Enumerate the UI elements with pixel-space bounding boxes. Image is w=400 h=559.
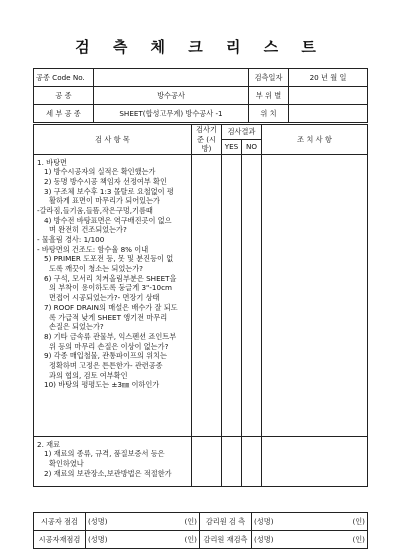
sign-seal: (인) xyxy=(184,534,197,544)
header-result: 검사결과 xyxy=(222,125,262,140)
header-criteria: 검사기준 (시방) xyxy=(192,125,222,155)
sign-name: (성명) xyxy=(88,516,108,526)
part-value[interactable] xyxy=(289,87,368,105)
checklist-line: 7) ROOF DRAIN의 매설은 배수가 잘 되도 xyxy=(44,302,178,312)
section-material-items xyxy=(34,436,192,486)
section-material-action[interactable] xyxy=(262,436,368,486)
page-title: 검 측 체 크 리 스 트 xyxy=(75,38,325,56)
section-material-yes[interactable] xyxy=(222,436,242,486)
supervisor-check-sign[interactable] xyxy=(252,513,368,531)
checklist-line: -갈라짐,들기움,들뜸,작은구멍,기름때 xyxy=(37,205,153,215)
checklist-line: 위 등의 마무리 손질은 이상이 없는가? xyxy=(49,341,169,351)
checklist-line: 의 부착이 용이하도록 둥글게 3"-10cm xyxy=(49,283,173,293)
checklist-line: 1. 바탕면 xyxy=(37,157,67,167)
sign-name: (성명) xyxy=(254,516,274,526)
sign-seal: (인) xyxy=(352,534,365,544)
checklist-line: 2. 재료 xyxy=(37,439,61,449)
checklist-line: 도록 깨끗이 청소는 되었는가? xyxy=(49,264,143,274)
section-substrate-yes[interactable] xyxy=(222,154,242,436)
checklist-line: 5) PRIMER 도포전 등, 못 및 분진등이 없 xyxy=(44,254,174,264)
info-table xyxy=(33,68,368,123)
sign-name: (성명) xyxy=(88,534,108,544)
checklist-line: 8) 기타 금속류 관물부, 익스펜션 죠인트부 xyxy=(44,331,177,341)
supervisor-check-label: 감리원 검 측 xyxy=(200,513,252,531)
header-items: 검 사 항 목 xyxy=(34,125,192,155)
checklist-line: 6) 구석, 모서리 치켜올림부분은 SHEET을 xyxy=(44,273,177,283)
checklist-line: 4) 방수전 바탕표면은 역구배진곳이 없으 xyxy=(44,215,172,225)
checklist-line: 1) 방수시공자의 실적은 확인했는가 xyxy=(44,167,156,177)
project-code-label: 공종 Code No. xyxy=(34,69,94,87)
supervisor-recheck-sign[interactable] xyxy=(252,531,368,549)
section-substrate-criteria[interactable] xyxy=(192,154,222,436)
work-type-label: 공 종 xyxy=(34,87,94,105)
checklist-line: - 물흘림 경사: 1/100 xyxy=(37,235,105,244)
contractor-recheck-sign[interactable] xyxy=(86,531,200,549)
contractor-recheck-label: 시공자재점검 xyxy=(34,531,86,549)
detail-value[interactable]: SHEET(합성고무계) 방수공사 -1 xyxy=(94,105,249,123)
contractor-check-label: 시공자 점검 xyxy=(34,513,86,531)
section-substrate-action[interactable] xyxy=(262,154,368,436)
checklist-line: - 바탕면의 건조도: 함수율 8% 이내 xyxy=(37,244,149,254)
checklist-line: 정확하며 고정은 튼튼한가- 관련공종 xyxy=(49,360,163,370)
checklist-line: 면접어 시공되었는가?- 면장기 상태 xyxy=(49,293,160,303)
checklist-line: 며 완전히 건조되었는가? xyxy=(49,225,127,235)
detail-label: 세 부 공 종 xyxy=(34,105,94,123)
signature-table xyxy=(33,512,368,549)
checklist-line: 손질은 되었는가? xyxy=(49,322,104,332)
inspect-date-value[interactable]: 20 년 월 일 xyxy=(289,69,368,87)
checklist-line: 9) 각종 매입철물, 관통파이프의 위치는 xyxy=(44,351,167,361)
project-code-value[interactable] xyxy=(94,69,249,87)
checklist-line: 3) 구조체 보수후 1:3 몰탈로 요철없이 평 xyxy=(44,186,174,196)
location-value[interactable] xyxy=(289,105,368,123)
location-label: 위 치 xyxy=(249,105,289,123)
header-action: 조 치 사 항 xyxy=(262,125,368,155)
contractor-check-sign[interactable] xyxy=(86,513,200,531)
section-substrate-no[interactable] xyxy=(242,154,262,436)
checklist-line: 10) 바탕의 평평도는 ±3㎜ 이하인가 xyxy=(44,380,160,390)
sign-name: (성명) xyxy=(254,534,274,544)
supervisor-recheck-label: 감리원 재검측 xyxy=(200,531,252,549)
section-material-no[interactable] xyxy=(242,436,262,486)
work-type-value[interactable]: 방수공사 xyxy=(94,87,249,105)
checklist-line: 록 가급적 낮게 SHEET 앵기전 마무리 xyxy=(49,312,168,322)
checklist-line: 과의 협의, 검토 여부확인 xyxy=(49,370,128,380)
section-substrate-items xyxy=(34,154,192,436)
section-material-criteria[interactable] xyxy=(192,436,222,486)
header-yes: YES xyxy=(222,139,242,154)
checklist-line: 활하게 표면이 마무리가 되어있는가 xyxy=(49,196,161,206)
checklist-line: 2) 동명 방수시공 책임자 선정여부 확인 xyxy=(44,176,167,186)
inspect-date-label: 검측일자 xyxy=(249,69,289,87)
part-label: 부 위 별 xyxy=(249,87,289,105)
checklist-line: 2) 재료의 보관장소,보관방법은 적절한가 xyxy=(44,468,172,478)
sign-seal: (인) xyxy=(352,516,365,526)
checklist-table xyxy=(33,124,368,487)
checklist-line: 1) 재료의 종류, 규격, 품질보증서 등은 xyxy=(44,449,165,459)
sign-seal: (인) xyxy=(184,516,197,526)
header-no: NO xyxy=(242,139,262,154)
checklist-line: 확인하였나 xyxy=(49,458,84,468)
